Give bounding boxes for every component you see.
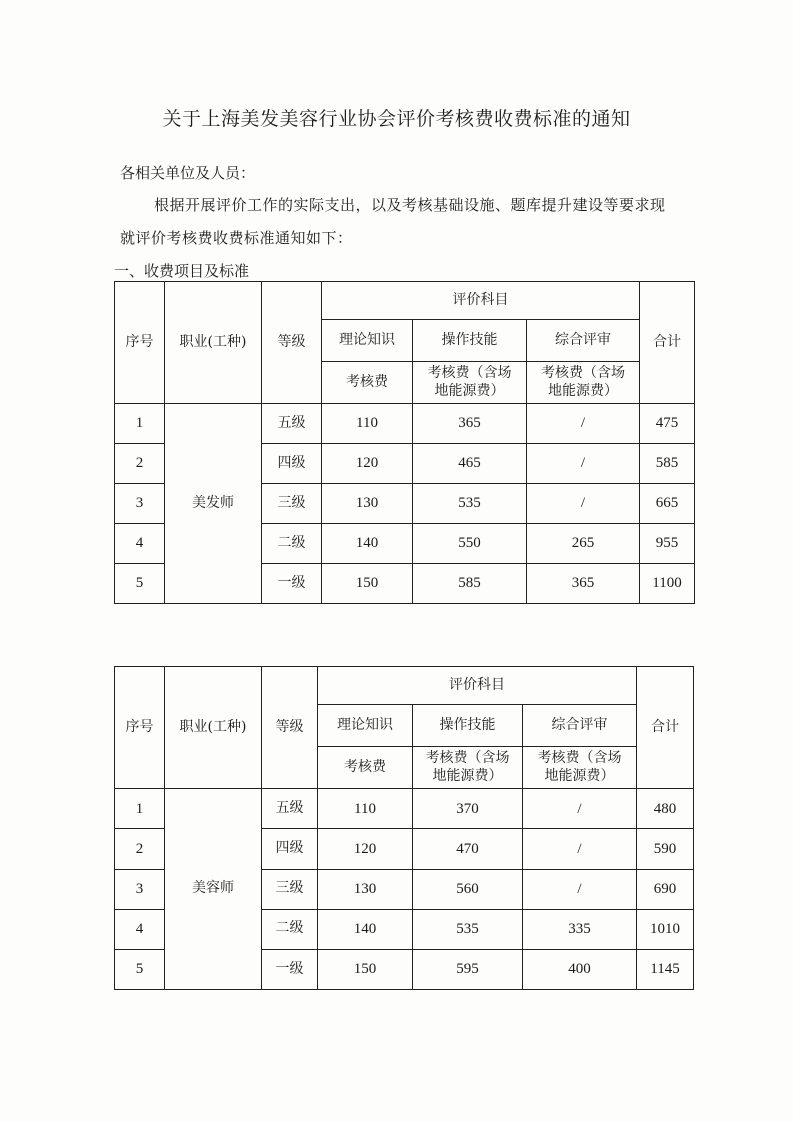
cell-total: 1145 [637, 949, 694, 989]
cell-theory: 140 [322, 524, 413, 564]
cell-theory: 130 [322, 484, 413, 524]
cell-total: 665 [640, 484, 695, 524]
cell-level: 二级 [262, 909, 318, 949]
cell-seq: 3 [115, 869, 165, 909]
header-exam-fee-venue [523, 747, 637, 789]
header-subjects: 评价科目 [318, 667, 637, 705]
cell-theory: 110 [322, 404, 413, 444]
cell-seq: 2 [115, 444, 165, 484]
cell-seq: 4 [115, 909, 165, 949]
cell-theory: 150 [318, 949, 413, 989]
header-exam-fee-venue-text: 考核费（含场地能源费） [541, 365, 625, 399]
cell-seq: 3 [115, 484, 165, 524]
cell-level: 五级 [262, 789, 318, 829]
header-exam-fee-venue-text: 考核费（含场地能源费） [537, 750, 622, 784]
cell-total: 590 [637, 829, 694, 869]
cell-review: 335 [523, 909, 637, 949]
cell-occupation: 美容师 [165, 789, 262, 990]
cell-seq: 5 [115, 949, 165, 989]
cell-total: 480 [637, 789, 694, 829]
section-heading: 一、收费项目及标准 [114, 262, 250, 280]
cell-total: 1100 [640, 564, 695, 604]
cell-level: 二级 [262, 524, 322, 564]
cell-theory: 120 [318, 829, 413, 869]
cell-skill: 535 [413, 909, 523, 949]
header-seq: 序号 [115, 282, 165, 404]
header-level: 等级 [262, 667, 318, 789]
cell-review: / [523, 789, 637, 829]
cell-review: / [523, 869, 637, 909]
header-seq: 序号 [115, 667, 165, 789]
cell-seq: 5 [115, 564, 165, 604]
cell-review: / [527, 484, 640, 524]
cell-review: / [527, 444, 640, 484]
cell-seq: 1 [115, 789, 165, 829]
cell-level: 四级 [262, 829, 318, 869]
intro-paragraph-line-1: 根据开展评价工作的实际支出，以及考核基础设施、题库提升建设等要求现 [154, 196, 666, 214]
cell-skill: 560 [413, 869, 523, 909]
cell-review: / [523, 829, 637, 869]
header-exam-fee-venue-text: 考核费（含场地能源费） [427, 365, 512, 399]
cell-theory: 130 [318, 869, 413, 909]
header-exam-fee: 考核费 [322, 362, 413, 404]
header-exam-fee-venue-text: 考核费（含场地能源费） [425, 750, 510, 784]
intro-paragraph-line-2: 就评价考核费收费标准通知如下： [120, 229, 353, 247]
cell-seq: 1 [115, 404, 165, 444]
cell-review: 265 [527, 524, 640, 564]
cell-skill: 465 [413, 444, 527, 484]
header-total: 合计 [637, 667, 694, 789]
cell-skill: 370 [413, 789, 523, 829]
header-exam-fee-venue [527, 362, 640, 404]
cell-skill: 585 [413, 564, 527, 604]
cell-review: 400 [523, 949, 637, 989]
header-exam-fee-venue [413, 747, 523, 789]
header-total: 合计 [640, 282, 695, 404]
salutation: 各相关单位及人员： [120, 164, 256, 182]
cell-level: 四级 [262, 444, 322, 484]
table-row [115, 404, 695, 444]
header-review: 综合评审 [523, 705, 637, 747]
cell-level: 一级 [262, 949, 318, 989]
cell-skill: 550 [413, 524, 527, 564]
cell-total: 585 [640, 444, 695, 484]
cell-theory: 120 [322, 444, 413, 484]
cell-review: / [527, 404, 640, 444]
cell-level: 三级 [262, 869, 318, 909]
cell-level: 五级 [262, 404, 322, 444]
header-occupation: 职业(工种) [165, 282, 262, 404]
header-theory: 理论知识 [318, 705, 413, 747]
cell-seq: 2 [115, 829, 165, 869]
header-exam-fee-venue [413, 362, 527, 404]
cell-seq: 4 [115, 524, 165, 564]
cell-level: 三级 [262, 484, 322, 524]
cell-skill: 470 [413, 829, 523, 869]
header-skill: 操作技能 [413, 320, 527, 362]
cell-review: 365 [527, 564, 640, 604]
cell-skill: 365 [413, 404, 527, 444]
cell-theory: 110 [318, 789, 413, 829]
cell-total: 690 [637, 869, 694, 909]
fee-table-beautician [114, 666, 694, 990]
header-skill: 操作技能 [413, 705, 523, 747]
cell-theory: 140 [318, 909, 413, 949]
header-subjects: 评价科目 [322, 282, 640, 320]
fee-table-hairdresser [114, 281, 695, 604]
cell-skill: 535 [413, 484, 527, 524]
cell-total: 955 [640, 524, 695, 564]
header-theory: 理论知识 [322, 320, 413, 362]
header-exam-fee: 考核费 [318, 747, 413, 789]
cell-total: 475 [640, 404, 695, 444]
header-level: 等级 [262, 282, 322, 404]
header-occupation: 职业(工种) [165, 667, 262, 789]
cell-skill: 595 [413, 949, 523, 989]
cell-level: 一级 [262, 564, 322, 604]
header-review: 综合评审 [527, 320, 640, 362]
cell-theory: 150 [322, 564, 413, 604]
cell-total: 1010 [637, 909, 694, 949]
table-row [115, 789, 694, 829]
cell-occupation: 美发师 [165, 404, 262, 604]
document-title: 关于上海美发美容行业协会评价考核费收费标准的通知 [162, 108, 631, 130]
